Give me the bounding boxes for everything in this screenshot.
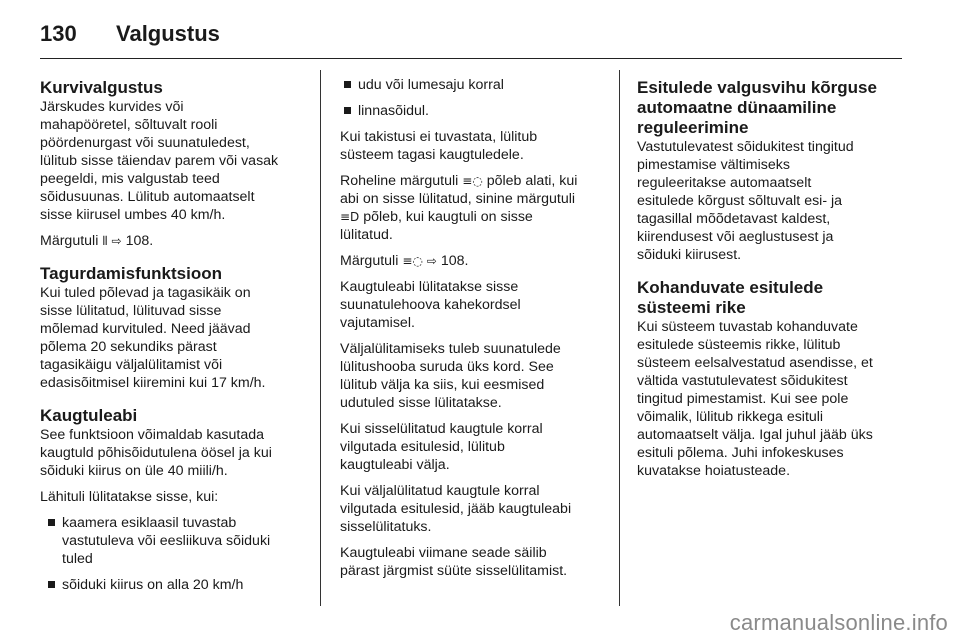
paragraph-lahituli: Lähituli lülitatakse sisse, kui: bbox=[40, 489, 219, 505]
heading-kurvivalgustus: Kurvivalgustus bbox=[40, 78, 163, 97]
heading-kaugtuleabi: Kaugtuleabi bbox=[40, 406, 138, 425]
bullet-list-1 bbox=[40, 514, 308, 594]
bullet-list-2 bbox=[340, 76, 608, 120]
text-always-on: põleb alati, kui abi on sisse lülitatud, sinine märgutuli bbox=[340, 173, 578, 207]
indicator-label: Märgutuli bbox=[40, 233, 99, 249]
curve-lamp-icon: ⦀ bbox=[102, 234, 108, 248]
list-item: udu või lumesaju korral bbox=[340, 76, 608, 94]
paragraph-kurvivalgustus: Järskudes kurvides või mahapööretel, sõltuvalt rooli pöördenurgast või suunatuledest, lülitub sisse täiendav parem või vasak peegeldi, mis valgustab teed sõidusuunas. Lülitub automaatselt sisse kiirusel umbes 40 km/h. bbox=[40, 99, 279, 223]
paragraph-flash-on: Kui sisselülitatud kaugtule korral vilgutada esitulesid, lülitub kaugtuleabi välja. bbox=[340, 421, 543, 473]
heading-tagurdamisfunktsioon: Tagurdamisfunktsioon bbox=[40, 264, 222, 283]
arrow-right-icon: ⇨ bbox=[426, 254, 437, 268]
paragraph-flash-off: Kui väljalülitatud kaugtule korral vilgutada esitulesid, jääb kaugtuleabi sisselülitatuks. bbox=[340, 483, 572, 535]
auto-beam-icon: ≡◌ bbox=[462, 174, 483, 188]
paragraph-indicators bbox=[340, 172, 608, 244]
page-reference: 108. bbox=[440, 253, 469, 269]
arrow-right-icon: ⇨ bbox=[111, 234, 122, 248]
paragraph-system-fault: Kui süsteem tuvastab kohanduvate esitulede süsteemis rikke, lülitub süsteem eelsalvestatud asendisse, et vältida vastutulevatest sõidukitest tingitud pimestamist. Kui see pole võimalik, lülitub rikkega esituli automaatselt välja. Igal juhul jääb üks esituli põlema. Juhi infokeskuses kuvatakse hoiatusteade. bbox=[637, 319, 873, 479]
text-green-indicator: Roheline märgutuli bbox=[340, 173, 459, 189]
auto-beam-icon: ≡◌ bbox=[402, 254, 423, 268]
page-number: 130 bbox=[40, 21, 77, 46]
list-item: linnasõidul. bbox=[340, 102, 608, 120]
paragraph-indicator-ref bbox=[340, 252, 608, 270]
section-title: Valgustus bbox=[116, 21, 220, 46]
page-header bbox=[40, 14, 220, 54]
high-beam-icon: ≡D bbox=[340, 210, 360, 224]
column-1 bbox=[40, 78, 308, 602]
paragraph-kaugtuleabi: See funktsioon võimaldab kasutada kaugtuld põhisõidutulena öösel ja kui sõiduki kiirus on üle 40 miili/h. bbox=[40, 427, 272, 479]
text-high-beam-on: põleb, kui kaugtuli on sisse lülitatud. bbox=[340, 209, 533, 243]
heading-system-fault: Kohanduvate esitulede süsteemi rike bbox=[637, 278, 824, 317]
list-item: kaamera esiklaasil tuvastab vastutuleva või eesliikuva sõiduki tuled bbox=[44, 514, 308, 568]
paragraph-last-setting: Kaugtuleabi viimane seade säilib pärast järgmist süüte sisselülitamist. bbox=[340, 545, 568, 579]
paragraph-dynamic-leveling: Vastutulevatest sõidukitest tingitud pimestamise vältimiseks reguleeritakse automaatselt esitulede kõrgust sõltuvalt esi- ja tagasillal mõõdetavast kaldest, kiirendusest või aeglustusest ja sõiduki kiirusest. bbox=[637, 139, 854, 263]
column-divider-2 bbox=[619, 70, 620, 606]
column-2 bbox=[340, 76, 608, 588]
paragraph-tagurdamisfunktsioon: Kui tuled põlevad ja tagasikäik on sisse lülitatud, lülituvad sisse mõlemad kurvituled. Need jäävad põlema 20 sekundiks pärast tagasikäigu väljalülitamist või edasisõitmisel kiiremini kui 17 km/h. bbox=[40, 285, 266, 391]
paragraph-activation: Kaugtuleabi lülitatakse sisse suunatulehoova kahekordsel vajutamisel. bbox=[340, 279, 521, 331]
watermark: carmanualsonline.info bbox=[729, 610, 948, 635]
page-reference: 108. bbox=[125, 233, 154, 249]
list-item: sõiduki kiirus on alla 20 km/h bbox=[44, 576, 308, 594]
paragraph-deactivation: Väljalülitamiseks tuleb suunatulede lülitushooba suruda üks kord. See lülitub välja ka siis, kui eesmised udutuled sisse lülitatakse. bbox=[340, 341, 561, 411]
paragraph-no-obstacles: Kui takistusi ei tuvastata, lülitub süsteem tagasi kaugtuledele. bbox=[340, 129, 538, 163]
paragraph-kurvi-indicator bbox=[40, 232, 308, 250]
column-divider-1 bbox=[320, 70, 321, 606]
heading-dynamic-leveling: Esitulede valgusvihu kõrguse automaatne dünaamiline reguleerimine bbox=[637, 78, 877, 137]
column-3 bbox=[637, 78, 905, 488]
header-rule bbox=[40, 58, 902, 59]
indicator-label: Märgutuli bbox=[340, 253, 399, 269]
